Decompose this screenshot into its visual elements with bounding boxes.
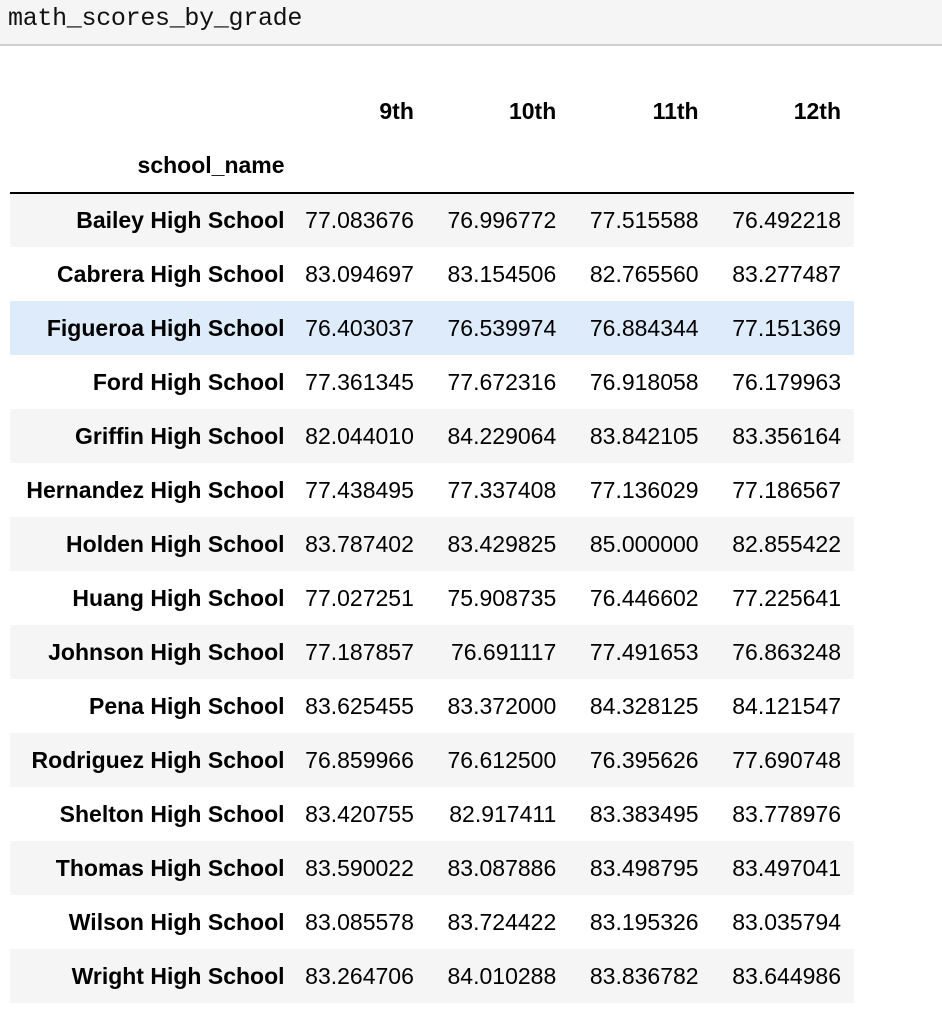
table-cell: 84.229064 [447, 422, 557, 449]
table-cell: 82.765560 [589, 260, 699, 287]
table-row [10, 733, 854, 787]
table-cell: 76.492218 [732, 207, 841, 233]
table-cell: 77.083676 [305, 207, 414, 233]
table-cell: 76.539974 [447, 314, 557, 341]
table-row [10, 571, 854, 625]
table-cell: 75.908735 [447, 584, 557, 611]
row-index-school-name: Shelton High School [59, 800, 285, 827]
table-cell: 83.087886 [447, 854, 557, 881]
table-cell: 76.612500 [447, 746, 557, 773]
row-index-school-name: Huang High School [72, 584, 285, 611]
table-cell: 84.121547 [732, 692, 841, 719]
code-cell[interactable] [0, 0, 942, 46]
table-cell: 83.724422 [447, 908, 557, 935]
table-cell: 76.179963 [732, 368, 841, 395]
row-index-school-name: Thomas High School [55, 854, 285, 881]
table-cell: 83.094697 [305, 260, 414, 287]
table-cell: 83.264706 [305, 962, 414, 989]
table-cell: 76.691117 [450, 638, 557, 665]
table-body [10, 193, 854, 1003]
table-cell: 83.195326 [589, 908, 699, 935]
table-cell: 83.429825 [447, 530, 557, 557]
table-cell: 76.403037 [305, 314, 414, 341]
column-header-row [10, 84, 854, 138]
table-cell: 77.361345 [305, 368, 414, 395]
table-cell: 83.778976 [732, 800, 841, 827]
row-index-school-name: Ford High School [92, 368, 285, 395]
table-cell: 83.420755 [305, 800, 414, 827]
table-row [10, 787, 854, 841]
table-cell: 76.918058 [589, 368, 699, 395]
table-cell: 83.085578 [305, 908, 414, 935]
table-cell: 77.187857 [305, 638, 414, 665]
table-cell: 77.690748 [732, 746, 841, 773]
table-cell: 77.136029 [589, 476, 699, 503]
table-row [10, 517, 854, 571]
row-index-school-name: Wright High School [71, 962, 285, 989]
table-cell: 85.000000 [589, 530, 699, 557]
table-cell: 83.787402 [305, 530, 414, 557]
table-row [10, 301, 854, 355]
table-row [10, 355, 854, 409]
table-cell: 83.035794 [732, 908, 841, 935]
table-cell: 76.859966 [305, 746, 414, 773]
table-cell: 77.672316 [447, 368, 557, 395]
row-index-school-name: Rodriguez High School [31, 746, 285, 773]
table-cell: 83.590022 [305, 854, 414, 881]
table-cell: 82.855422 [732, 530, 841, 557]
table-cell: 77.515588 [589, 207, 699, 233]
table-cell: 83.277487 [732, 260, 841, 287]
table-cell: 83.498795 [589, 854, 699, 881]
index-name: school_name [10, 138, 285, 193]
row-index-school-name: Griffin High School [74, 422, 285, 449]
table-row [10, 841, 854, 895]
table-cell: 84.010288 [447, 962, 557, 989]
table-cell: 83.372000 [447, 692, 557, 719]
index-header-row [10, 138, 854, 193]
column-header: 9th [379, 97, 414, 124]
table-cell: 77.027251 [305, 584, 414, 611]
table-cell: 83.836782 [589, 962, 699, 989]
table-cell: 77.225641 [732, 584, 841, 611]
row-index-school-name: Hernandez High School [26, 476, 285, 503]
table-row [10, 463, 854, 517]
table-row [10, 193, 854, 247]
table-cell: 83.356164 [732, 422, 841, 449]
column-header: 11th [652, 97, 699, 124]
dataframe-output [10, 84, 854, 1003]
table-cell: 84.328125 [589, 692, 699, 719]
table-cell: 77.186567 [732, 476, 841, 503]
table-cell: 76.446602 [589, 584, 699, 611]
table-row [10, 625, 854, 679]
table-cell: 77.491653 [589, 638, 699, 665]
table-row [10, 409, 854, 463]
row-index-school-name: Johnson High School [48, 638, 285, 665]
code-line: math_scores_by_grade [8, 4, 303, 33]
column-header: 10th [508, 97, 557, 124]
column-header: 12th [793, 97, 841, 124]
table-cell: 83.154506 [447, 260, 557, 287]
table-cell: 82.044010 [305, 422, 414, 449]
table-row [10, 895, 854, 949]
table-cell: 76.863248 [732, 638, 841, 665]
row-index-school-name: Figueroa High School [46, 314, 285, 341]
row-index-school-name: Wilson High School [68, 908, 285, 935]
table-cell: 76.884344 [589, 314, 699, 341]
row-index-school-name: Bailey High School [76, 207, 285, 233]
table-cell: 76.395626 [589, 746, 699, 773]
row-index-school-name: Holden High School [66, 530, 285, 557]
table-row [10, 247, 854, 301]
table-row [10, 679, 854, 733]
row-index-school-name: Cabrera High School [57, 260, 285, 287]
table-cell: 76.996772 [447, 207, 557, 233]
table-cell: 77.337408 [447, 476, 557, 503]
dataframe-table [10, 84, 854, 1003]
table-row [10, 949, 854, 1003]
table-cell: 82.917411 [449, 800, 557, 827]
table-cell: 83.383495 [589, 800, 699, 827]
table-cell: 83.625455 [305, 692, 414, 719]
table-cell: 83.644986 [732, 962, 841, 989]
row-index-school-name: Pena High School [89, 692, 285, 719]
table-cell: 77.438495 [305, 476, 414, 503]
table-cell: 83.497041 [732, 854, 841, 881]
table-cell: 77.151369 [732, 314, 841, 341]
table-cell: 83.842105 [589, 422, 699, 449]
